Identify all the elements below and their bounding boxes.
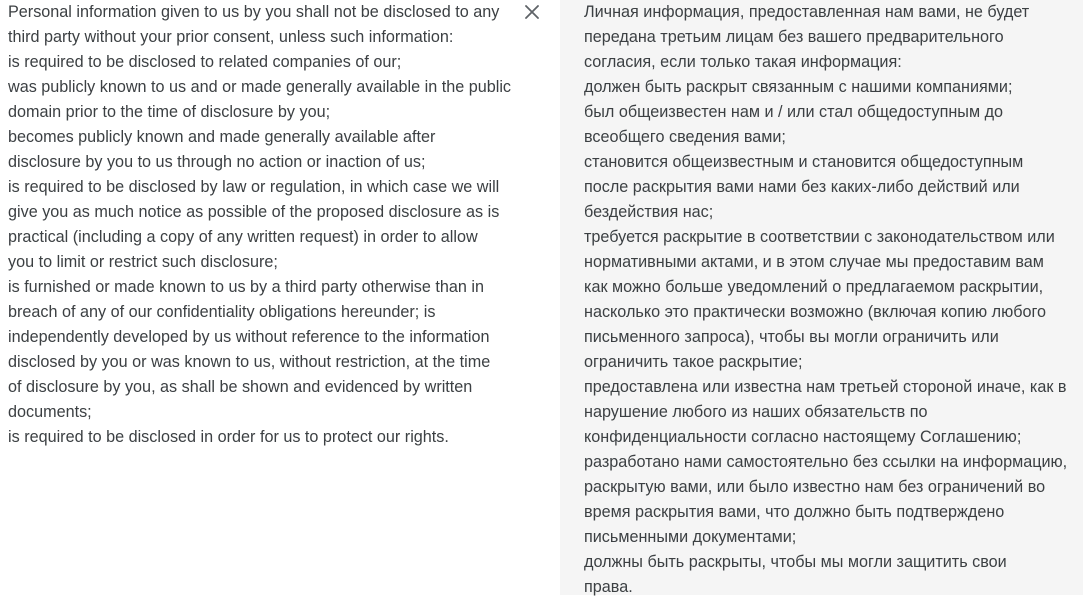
close-icon xyxy=(525,5,539,19)
clear-source-button[interactable] xyxy=(517,0,547,24)
source-text-input[interactable] xyxy=(0,0,515,595)
translation-text: Личная информация, предоставленная нам вами, не будет передана третьим лицам без вашего предварительного согласия, если только такая информация: должен быть раскрыт связанным с нашими компаниями; был общеизвестен нам и / или стал общедоступным до всеобщего сведения вами; становится общеизвестным и становится общедоступным после раскрытия вами нами без каких-либо действий или бездействия нас; требуется раскрытие в соответствии с законодательством или нормативными актами, и в этом случае мы предоставим вам как можно больше уведомлений о предлагаемом раскрытии, насколько это практически возможно (включая копию любого письменного запроса), чтобы вы могли ограничить или ограничить такое раскрытие; предоставлена или известна нам третьей стороной иначе, как в нарушение любого из наших обязательств по конфиденциальности согласно настоящему Соглашению; разработано нами самостоятельно без ссылки на информацию, раскрытую вами, или было известно нам без ограничений во время раскрытия вами, что должно быть подтверждено письменными документами; должны быть раскрыты, чтобы мы могли защитить свои права. xyxy=(584,3,1068,596)
translation-pane xyxy=(560,0,1083,595)
